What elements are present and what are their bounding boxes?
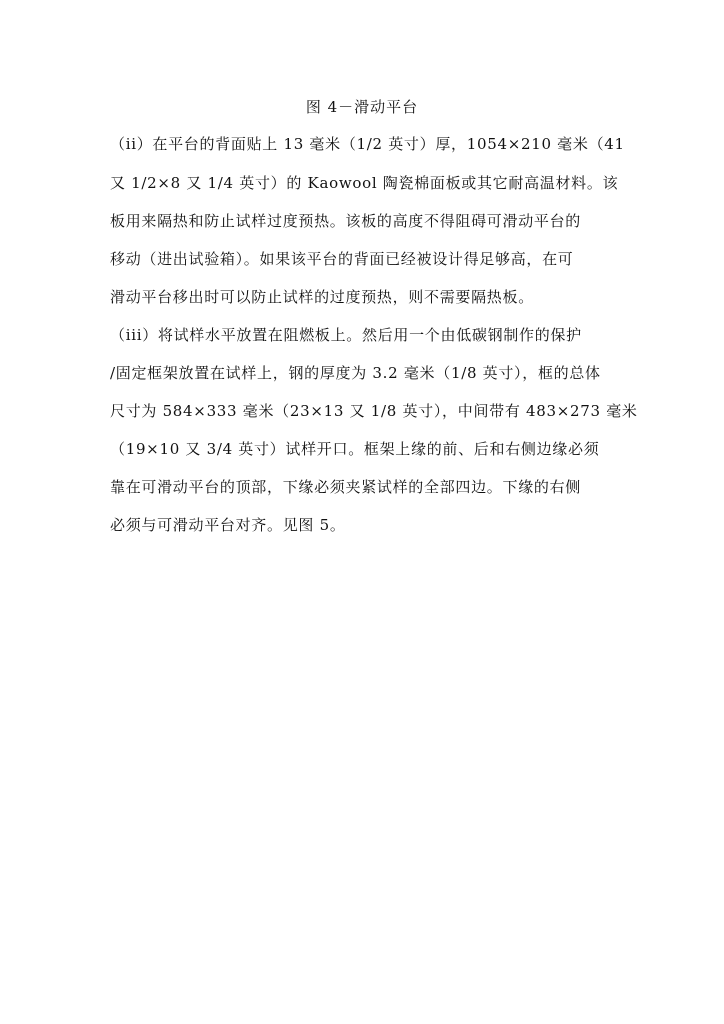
paragraph-ii-line-2: 又 1/2×8 又 1/4 英寸）的 Kaowool 陶瓷棉面板或其它耐高温材料。该 [110,174,619,192]
figure-caption: 图 4－滑动平台 [305,98,419,116]
paragraph-iii-line-1: （iii）将试样水平放置在阻燃板上。然后用一个由低碳钢制作的保护 [110,326,582,344]
paragraph-iii-line-6: 必须与可滑动平台对齐。见图 5。 [110,516,346,534]
paragraph-ii-line-4: 移动（进出试验箱）。如果该平台的背面已经被设计得足够高，在可 [110,250,574,268]
paragraph-iii-line-5: 靠在可滑动平台的顶部，下缘必须夹紧试样的全部四边。下缘的右侧 [110,478,582,496]
paragraph-iii-line-2: /固定框架放置在试样上，钢的厚度为 3.2 毫米（1/8 英寸），框的总体 [110,364,601,382]
paragraph-iii-line-3: 尺寸为 584×333 毫米（23×13 又 1/8 英寸），中间带有 483×273 毫米 [110,402,638,420]
paragraph-ii-line-5: 滑动平台移出时可以防止试样的过度预热，则不需要隔热板。 [110,288,534,306]
paragraph-ii-line-3: 板用来隔热和防止试样过度预热。该板的高度不得阻碍可滑动平台的 [110,212,582,230]
paragraph-iii-line-4: （19×10 又 3/4 英寸）试样开口。框架上缘的前、后和右侧边缘必须 [110,440,600,458]
paragraph-ii-line-1: （ii）在平台的背面贴上 13 毫米（1/2 英寸）厚，1054×210 毫米（41 [110,135,625,153]
